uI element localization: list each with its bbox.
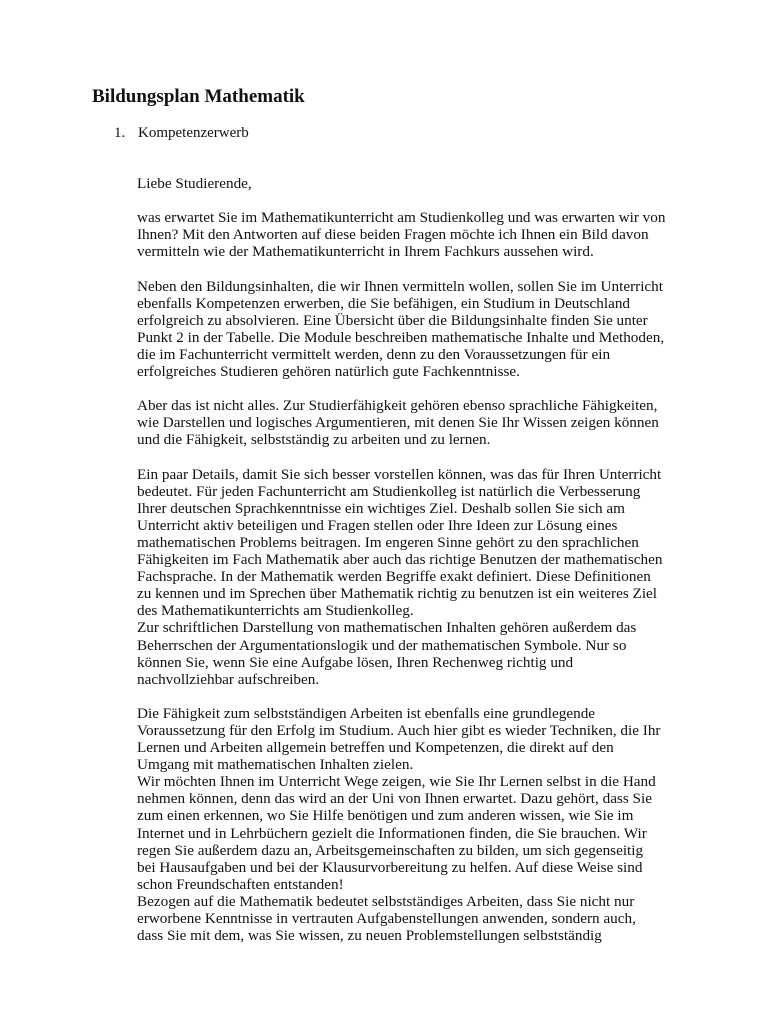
text-line: Die Fähigkeit zum selbstständigen Arbeiten ist ebenfalls eine grundlegende — [137, 704, 596, 722]
text-line: Umgang mit mathematischen Inhalten zielen. — [137, 756, 414, 774]
text-line: Ihnen? Mit den Antworten auf diese beiden Fragen möchte ich Ihnen ein Bild davon — [137, 226, 649, 244]
text-line: Fähigkeiten im Fach Mathematik aber auch das richtige Benutzen der mathematischen — [137, 551, 663, 569]
paragraph — [137, 466, 697, 688]
text-line: erfolgreiches Studieren gehören natürlich gute Fachkenntnisse. — [137, 363, 520, 381]
text-line: was erwartet Sie im Mathematikunterricht am Studienkolleg und was erwarten wir von — [137, 209, 666, 227]
text-line: nachvollziehbar aufschreiben. — [137, 670, 320, 688]
text-line: schon Freundschaften entstanden! — [137, 875, 344, 893]
text-line: erworbene Kenntnisse in vertrauten Aufgabenstellungen anwenden, sondern auch, — [137, 910, 636, 928]
text-line: Liebe Studierende, — [137, 175, 252, 192]
text-line: wie Darstellen und logisches Argumentieren, mit denen Sie Ihr Wissen zeigen können — [137, 414, 659, 432]
text-line: bedeutet. Für jeden Fachunterricht am Studienkolleg ist natürlich die Verbesserung — [137, 482, 641, 500]
text-line: vermitteln wie der Mathematikunterricht in Ihrem Fachkurs aussehen wird. — [137, 243, 594, 261]
text-line: erfolgreich zu absolvieren. Eine Übersicht über die Bildungsinhalte finden Sie unter — [137, 311, 648, 329]
page-title: Bildungsplan Mathematik — [92, 86, 305, 107]
text-line: Lernen und Arbeiten allgemein betreffen und Kompetenzen, die direkt auf den — [137, 739, 614, 757]
text-line: Ein paar Details, damit Sie sich besser vorstellen können, was das für Ihren Unterricht — [137, 465, 662, 483]
paragraph — [137, 175, 697, 192]
text-line: Internet und in Lehrbüchern gezielt die Informationen finden, die Sie brauchen. Wir — [137, 824, 647, 842]
paragraph — [137, 705, 697, 944]
paragraph — [137, 209, 697, 260]
text-line: können Sie, wenn Sie eine Aufgabe lösen, Ihren Rechenweg richtig und — [137, 653, 574, 671]
text-line: nehmen können, denn das wird an der Uni von Ihnen erwartet. Dazu gehört, dass Sie — [137, 790, 652, 808]
text-line: zu kennen und im Sprechen über Mathematik richtig zu benutzen ist ein weiteres Ziel — [137, 585, 658, 603]
text-line: Fachsprache. In der Mathematik werden Begriffe exakt definiert. Diese Definitionen — [137, 568, 651, 586]
text-line: Aber das ist nicht alles. Zur Studierfähigkeit gehören ebenso sprachliche Fähigkeiten, — [137, 397, 658, 415]
text-line: und die Fähigkeit, selbstständig zu arbeiten und zu lernen. — [137, 431, 491, 449]
text-line: mathematischen Problems beitragen. Im engeren Sinne gehört zu den sprachlichen — [137, 533, 639, 551]
text-line: Punkt 2 in der Tabelle. Die Module beschreiben mathematische Inhalte und Methoden, — [137, 328, 665, 346]
text-line: Unterricht aktiv beteiligen und Fragen stellen oder Ihre Ideen zur Lösung eines — [137, 516, 618, 534]
text-line: ebenfalls Kompetenzen erwerben, die Sie befähigen, ein Studium in Deutschland — [137, 294, 631, 312]
text-line: bei Hausaufgaben und bei der Klausurvorbereitung zu helfen. Auf diese Weise sind — [137, 858, 643, 876]
paragraph — [137, 278, 697, 381]
text-line: die im Fachunterricht vermittelt werden, denn zu den Voraussetzungen für ein — [137, 345, 611, 363]
text-line: Wir möchten Ihnen im Unterricht Wege zeigen, wie Sie Ihr Lernen selbst in die Hand — [137, 773, 656, 791]
text-line: Voraussetzung für den Erfolg im Studium. Auch hier gibt es wieder Techniken, die Ihr — [137, 722, 661, 739]
text-line: Neben den Bildungsinhalten, die wir Ihnen vermitteln wollen, sollen Sie im Unterricht — [137, 277, 663, 295]
text-line: regen Sie außerdem dazu an, Arbeitsgemeinschaften zu bilden, um sich gegenseitig — [137, 841, 644, 859]
text-line: dass Sie mit dem, was Sie wissen, zu neuen Problemstellungen selbstständig — [137, 927, 602, 945]
body-text — [137, 175, 697, 961]
section-number: 1. — [114, 125, 126, 141]
text-line: des Mathematikunterrichts am Studienkolleg. — [137, 602, 414, 620]
paragraph — [137, 397, 697, 448]
text-line: zum einen erkennen, wo Sie Hilfe benötigen und zum anderen wissen, wie Sie im — [137, 807, 634, 825]
section-heading: Kompetenzerwerb — [138, 125, 249, 141]
text-line: Bezogen auf die Mathematik bedeutet selbstständiges Arbeiten, dass Sie nicht nur — [137, 892, 635, 910]
text-line: Beherrschen der Argumentationslogik und der mathematischen Symbole. Nur so — [137, 636, 627, 654]
text-line: Zur schriftlichen Darstellung von mathematischen Inhalten gehören außerdem das — [137, 619, 637, 637]
text-line: Ihrer deutschen Sprachkenntnisse ein wichtiges Ziel. Deshalb sollen Sie sich am — [137, 499, 625, 517]
